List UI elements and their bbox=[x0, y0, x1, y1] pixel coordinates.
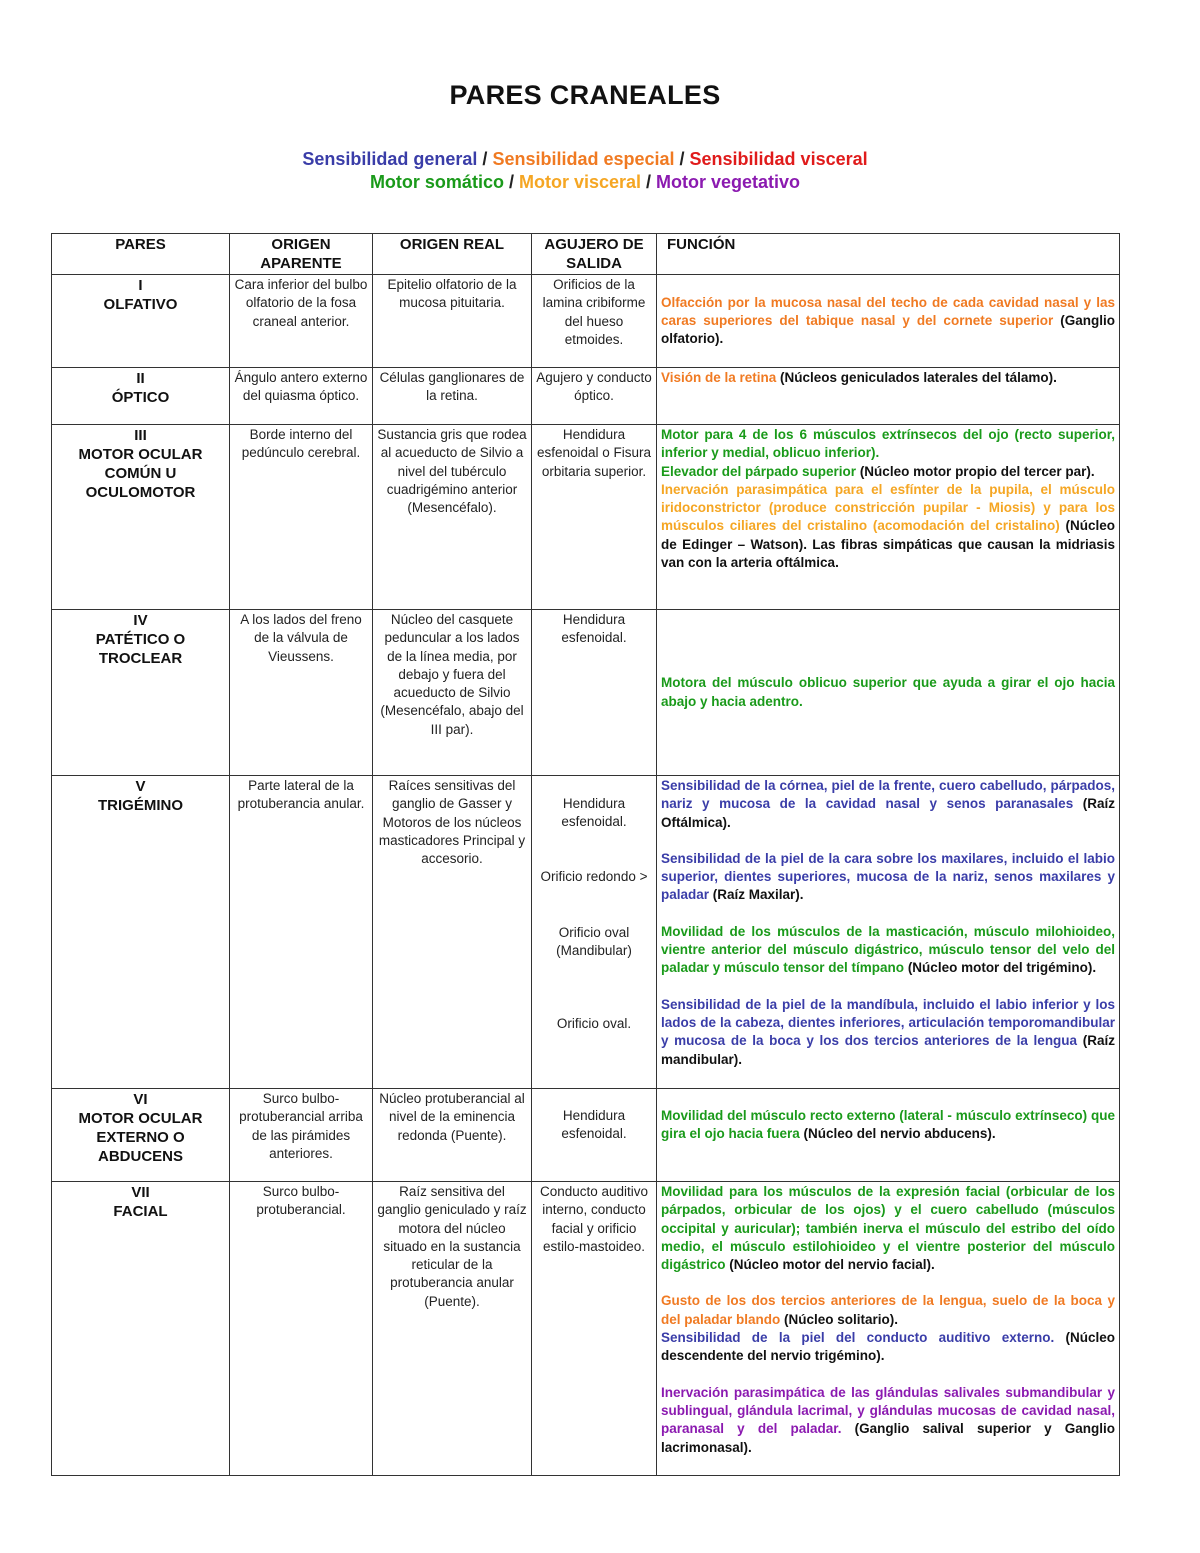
table-row bbox=[52, 275, 1120, 368]
header-funcion: FUNCIÓN bbox=[657, 234, 1120, 275]
legend-line-2: Motor somático / Motor visceral / Motor vegetativo bbox=[369, 172, 801, 192]
header-origen-real: ORIGEN REAL bbox=[373, 234, 532, 275]
origen-real-cell: Núcleo del casquete peduncular a los lados de la línea media, por debajo y fuera del acueducto de Silvio (Mesencéfalo, abajo del III par). bbox=[373, 610, 532, 776]
funcion-cell: Movilidad para los músculos de la expresión facial (orbicular de los párpados, orbicular de los ojos) y el cuero cabelludo (músculos occipital y auricular); también inerva el músculo del estribo del oído medio, el músculo estilohioideo y el vientre posterior del músculo digástrico (Núcleo motor del nervio facial). Gusto de los dos tercios anteriores de la lengua, suelo de la boca y del paladar blando (Núcleo solitario). Sensibilidad de la piel del conducto auditivo externo. (Núcleo descendente del nervio trigémino). Inervación parasimpática de las glándulas salivales submandibular y sublingual, glándula lacrimal, y glándulas mucosas de cavidad nasal, paranasal y del paladar. (Ganglio salival superior y Ganglio lacrimonasal). bbox=[657, 1182, 1120, 1476]
agujero-cell: Hendidura esfenoidal o Fisura orbitaria superior. bbox=[532, 425, 657, 610]
origen-aparente-cell: Parte lateral de la protuberancia anular. bbox=[230, 776, 373, 1089]
legend-sensibilidad-especial: Sensibilidad especial bbox=[492, 149, 675, 169]
origen-aparente-cell: Surco bulbo-protuberancial. bbox=[230, 1182, 373, 1476]
par-cell: II ÓPTICO bbox=[52, 368, 230, 425]
origen-real-cell: Sustancia gris que rodea al acueducto de Silvio a nivel del tubérculo cuadrigémino anterior (Mesencéfalo). bbox=[373, 425, 532, 610]
origen-aparente-cell: Cara inferior del bulbo olfatorio de la fosa craneal anterior. bbox=[230, 275, 373, 368]
table-row bbox=[52, 610, 1120, 776]
header-pares: PARES bbox=[52, 234, 230, 275]
origen-aparente-cell: Borde interno del pedúnculo cerebral. bbox=[230, 425, 373, 610]
agujero-cell: Hendidura esfenoidal. Orificio redondo > Orificio oval (Mandibular) Orificio oval. bbox=[532, 776, 657, 1089]
legend-motor-somatico: Motor somático bbox=[369, 172, 504, 192]
funcion-cell: Movilidad del músculo recto externo (lateral - músculo extrínseco) que gira el ojo hacia fuera (Núcleo del nervio abducens). bbox=[657, 1089, 1120, 1182]
funcion-cell: Motora del músculo oblicuo superior que ayuda a girar el ojo hacia abajo y hacia adentro. bbox=[657, 610, 1120, 776]
origen-aparente-cell: Surco bulbo-protuberancial arriba de las pirámides anteriores. bbox=[230, 1089, 373, 1182]
origen-aparente-cell: A los lados del freno de la válvula de Vieussens. bbox=[230, 610, 373, 776]
origen-aparente-cell: Ángulo antero externo del quiasma óptico. bbox=[230, 368, 373, 425]
legend-sensibilidad-visceral: Sensibilidad visceral bbox=[689, 149, 868, 169]
header-origen-aparente: ORIGEN APARENTE bbox=[230, 234, 373, 275]
par-cell: VI MOTOR OCULAR EXTERNO O ABDUCENS bbox=[52, 1089, 230, 1182]
origen-real-cell: Epitelio olfatorio de la mucosa pituitaria. bbox=[373, 275, 532, 368]
origen-real-cell: Raíces sensitivas del ganglio de Gasser y Motoros de los núcleos masticadores Principal y accesorio. bbox=[373, 776, 532, 1089]
table-row bbox=[52, 368, 1120, 425]
par-cell: IV PATÉTICO O TROCLEAR bbox=[52, 610, 230, 776]
header-agujero-salida: AGUJERO DE SALIDA bbox=[532, 234, 657, 275]
funcion-cell: Sensibilidad de la córnea, piel de la frente, cuero cabelludo, párpados, nariz y mucosa de la cavidad nasal y senos paranasales (Raíz Oftálmica). Sensibilidad de la piel de la cara sobre los maxilares, incluido el labio superior, dientes superiores, mucosa de la nariz, senos maxilares y paladar (Raíz Maxilar). Movilidad de los músculos de la masticación, músculo milohioideo, vientre anterior del músculo digástrico, músculo tensor del velo del paladar y músculo tensor del tímpano (Núcleo motor del trigémino). Sensibilidad de la piel de la mandíbula, incluido el labio inferior y los lados de la cabeza, dientes inferiores, articulación temporomandibular y mucosa de la boca y los dos tercios anteriores de la lengua (Raíz mandibular). bbox=[657, 776, 1120, 1089]
par-cell: I OLFATIVO bbox=[52, 275, 230, 368]
table-header-row bbox=[52, 234, 1120, 275]
funcion-cell: Visión de la retina (Núcleos geniculados laterales del tálamo). bbox=[657, 368, 1120, 425]
par-cell: III MOTOR OCULAR COMÚN U OCULOMOTOR bbox=[52, 425, 230, 610]
legend-line-1: Sensibilidad general / Sensibilidad especial / Sensibilidad visceral bbox=[302, 149, 868, 169]
origen-real-cell: Células ganglionares de la retina. bbox=[373, 368, 532, 425]
agujero-cell: Hendidura esfenoidal. bbox=[532, 1089, 657, 1182]
origen-real-cell: Núcleo protuberancial al nivel de la eminencia redonda (Puente). bbox=[373, 1089, 532, 1182]
funcion-cell: Olfacción por la mucosa nasal del techo de cada cavidad nasal y las caras superiores del tabique nasal y del cornete superior (Ganglio olfatorio). bbox=[657, 275, 1120, 368]
legend-motor-visceral: Motor visceral bbox=[518, 172, 642, 192]
table-row bbox=[52, 425, 1120, 610]
table-row bbox=[52, 1089, 1120, 1182]
legend-sensibilidad-general: Sensibilidad general bbox=[302, 149, 478, 169]
cranial-nerves-table bbox=[51, 233, 1120, 1476]
table-row bbox=[52, 776, 1120, 1089]
legend-motor-vegetativo: Motor vegetativo bbox=[656, 172, 801, 192]
agujero-cell: Conducto auditivo interno, conducto facial y orificio estilo-mastoideo. bbox=[532, 1182, 657, 1476]
par-cell: V TRIGÉMINO bbox=[52, 776, 230, 1089]
origen-real-cell: Raíz sensitiva del ganglio geniculado y raíz motora del núcleo situado en la sustancia reticular de la protuberancia anular (Puente). bbox=[373, 1182, 532, 1476]
agujero-cell: Hendidura esfenoidal. bbox=[532, 610, 657, 776]
table-row bbox=[52, 1182, 1120, 1476]
par-cell: VII FACIAL bbox=[52, 1182, 230, 1476]
page-title: PARES CRANEALES bbox=[449, 80, 721, 110]
agujero-cell: Agujero y conducto óptico. bbox=[532, 368, 657, 425]
agujero-cell: Orificios de la lamina cribiforme del hueso etmoides. bbox=[532, 275, 657, 368]
funcion-cell: Motor para 4 de los 6 músculos extrínsecos del ojo (recto superior, inferior y medial, oblicuo inferior). Elevador del párpado superior (Núcleo motor propio del tercer par). Inervación parasimpática para el esfínter de la pupila, el músculo iridoconstrictor (produce constricción pupilar - Miosis) y para los músculos ciliares del cristalino (acomodación del cristalino) (Núcleo de Edinger – Watson). Las fibras simpáticas que causan la midriasis van con la arteria oftálmica. bbox=[657, 425, 1120, 610]
